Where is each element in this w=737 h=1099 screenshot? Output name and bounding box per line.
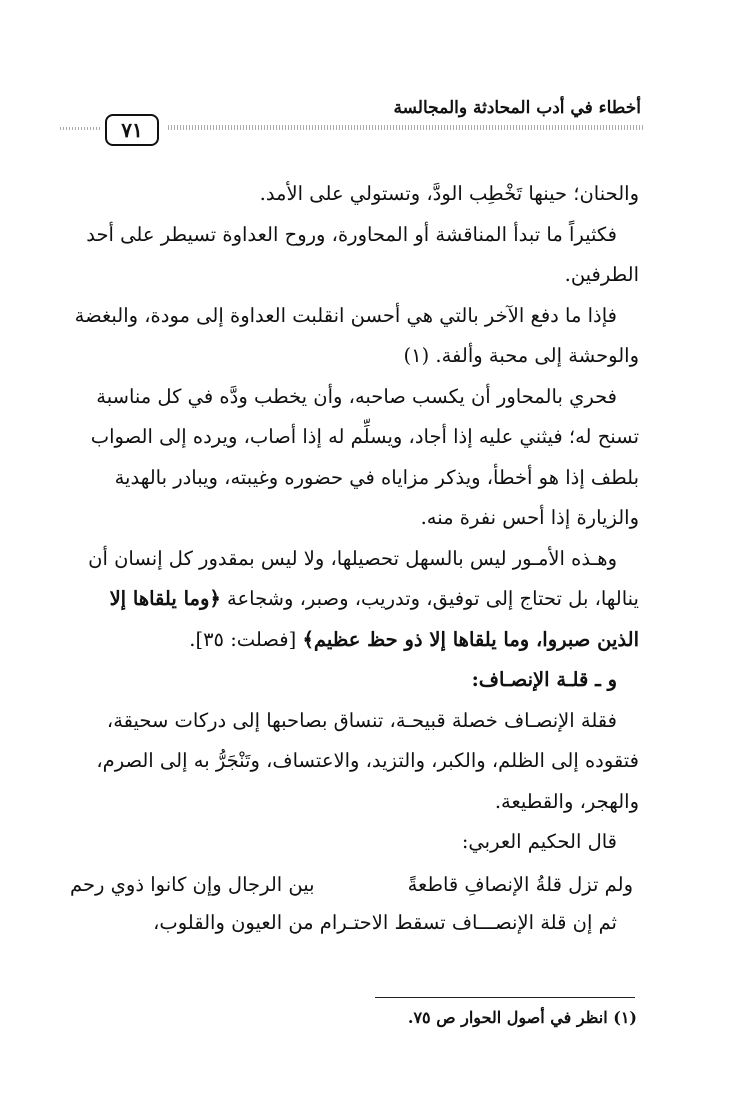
header-rule-left <box>60 127 100 130</box>
section-heading: و ـ قلـة الإنصـاف: <box>471 668 617 691</box>
paragraph-4: فحري بالمحاور أن يكسب صاحبه، وأن يخطب ودَّه في كل مناسبة تسنح له؛ فيثني عليه إذا أجاد، ويسلِّم له إذا أصاب، ويرده إلى الصواب بلطف إذا هو أخطأ، ويذكر مزاياه في حضوره وغيبته، ويبادر بالهدية والزيارة إذا أحس نفرة منه. <box>90 384 639 529</box>
poetry-verse <box>64 865 639 903</box>
paragraph-6: فقلة الإنصـاف خصلة قبيحـة، تنساق بصاحبها إلى دركات سحيقة، فتقوده إلى الظلم، والكبر، والتزيد، والاعتساف، وتَنْجَرُّ به إلى الصرم، والهجر، والقطيعة. <box>96 708 639 813</box>
quran-reference: [فصلت: ٣٥]. <box>189 627 297 651</box>
footnote-rule <box>375 997 635 998</box>
paragraph-5 <box>64 539 639 661</box>
paragraph-1: والحنان؛ حينها تَخْطِب الودَّ، وتستولي على الأمد. <box>259 182 639 205</box>
paragraph-2: فكثيراً ما تبدأ المناقشة أو المحاورة، وروح العداوة تسيطر على أحد الطرفين. <box>86 222 639 286</box>
verse-first-hemistich: ولم تزل قلةُ الإنصافِ قاطعةً <box>407 872 633 896</box>
running-header-title: أخطاء في أدب المحادثة والمجالسة <box>393 98 641 118</box>
paragraph-5-text: وهـذه الأمـور ليس بالسهل تحصيلها، ولا ليس بمقدور كل إنسان أن ينالها، بل تحتاج إلى توفيق، وتدريب، وصبر، وشجاعة <box>88 546 639 610</box>
main-text <box>64 174 639 943</box>
paragraph-7: قال الحكيم العربي: <box>461 830 617 853</box>
verse-second-hemistich: بين الرجال وإن كانوا ذوي رحم <box>70 872 315 896</box>
quran-verse: ﴿وما يلقاها إلا الذين صبروا، وما يلقاها إلا ذو حظ عظيم﴾ <box>109 587 639 651</box>
header-rule <box>168 125 645 130</box>
paragraph-8: ثم إن قلة الإنصـــاف تسقط الاحتـرام من العيون والقلوب، <box>153 910 617 934</box>
page-number: ٧١ <box>105 114 159 146</box>
footnote: (١) انظر في أصول الحوار ص ٧٥. <box>407 1008 637 1027</box>
paragraph-3: فإذا ما دفع الآخر بالتي هي أحسن انقلبت العداوة إلى مودة، والبغضة والوحشة إلى محبة وألفة. (١) <box>74 303 639 367</box>
